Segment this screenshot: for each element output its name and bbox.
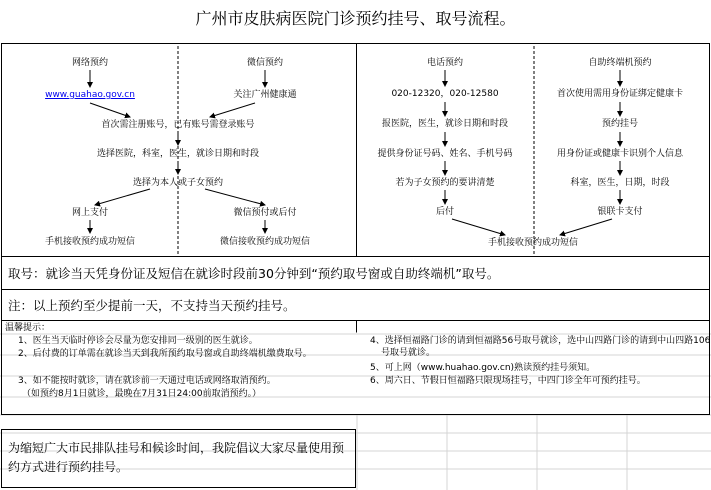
wechat-sms-confirm-step: 微信接收预约成功短信: [219, 237, 311, 247]
postpay-step: 后付: [435, 207, 455, 217]
unionpay-step: 银联卡支付: [597, 207, 643, 217]
page-title: 广州市皮肤病医院门诊预约挂号、取号流程。: [195, 9, 516, 28]
tip-5: 5、可上网（www.huahao.gov.cn)熟读预约挂号须知。: [370, 363, 596, 373]
dept-step: 科室，医生，日期，时段: [570, 178, 670, 188]
bind-card-step: 首次使用需用身份证绑定健康卡: [556, 89, 684, 99]
kiosk-booking-header: 自助终端机预约: [588, 58, 652, 68]
phone-numbers: 020-12320，020-12580: [391, 89, 499, 99]
sms-confirm-step: 手机接收预约成功短信: [44, 237, 136, 247]
bottom-note: 为缩短广大市民排队挂号和候诊时间，我院倡议大家尽量使用预约方式进行预约挂号。: [8, 441, 345, 474]
advance-note: 注：以上预约至少提前一天，不支持当天预约挂号。: [8, 298, 296, 313]
tip-3: 3、如不能按时就诊，请在就诊前一天通过电话或网络取消预约。: [18, 376, 276, 386]
online-pay-step: 网上支付: [71, 208, 109, 218]
tip-3-example: （如预约8月1日就诊，最晚在7月31日24:00前取消预约。）: [22, 389, 262, 399]
book-step: 预约挂号: [601, 119, 639, 129]
self-or-child-step: 选择为本人或子女预约: [132, 178, 224, 188]
tip-6: 6、周六日、节假日恒福路只限现场挂号，中四门诊全年可预约挂号。: [370, 376, 646, 386]
tips-heading: 温馨提示：: [5, 323, 51, 333]
provide-info-step: 提供身份证号码、姓名、手机号码: [377, 149, 513, 159]
register-step: 首次需注册账号，已有账号需登录账号: [101, 120, 255, 130]
follow-wechat-text: 关注广州健康通: [233, 90, 297, 100]
id-card-step: 用身份证或健康卡识别个人信息: [556, 149, 684, 159]
wechat-pay-step: 微信预付或后付: [233, 208, 297, 218]
sms-confirm-right: 手机接收预约成功短信: [487, 238, 579, 248]
tip-4: 4、选择恒福路门诊的请到恒福路56号取号就诊，选中山四路门诊的请到中山四路106号取号就诊。: [370, 336, 711, 358]
guahao-site-link[interactable]: www.guahao.gov.cn: [45, 90, 135, 100]
child-note-step: 若为子女预约的要讲清楚: [395, 178, 495, 188]
tip-2: 2、后付费的订单需在就诊当天到我所预约取号窗或自助终端机缴费取号。: [18, 349, 312, 359]
tip-1: 1、医生当天临时停诊会尽量为您安排同一级别的医生就诊。: [18, 336, 258, 346]
report-step: 报医院，医生，就诊日期和时段: [381, 119, 509, 129]
wechat-booking-header: 微信预约: [246, 58, 284, 68]
online-booking-header: 网络预约: [71, 58, 109, 68]
pickup-note: 取号：就诊当天凭身份证及短信在就诊时段前30分钟到“预约取号窗或自助终端机”取号。: [8, 266, 500, 281]
phone-booking-header: 电话预约: [426, 58, 464, 68]
select-step: 选择医院，科室，医生，就诊日期和时段: [96, 149, 260, 159]
